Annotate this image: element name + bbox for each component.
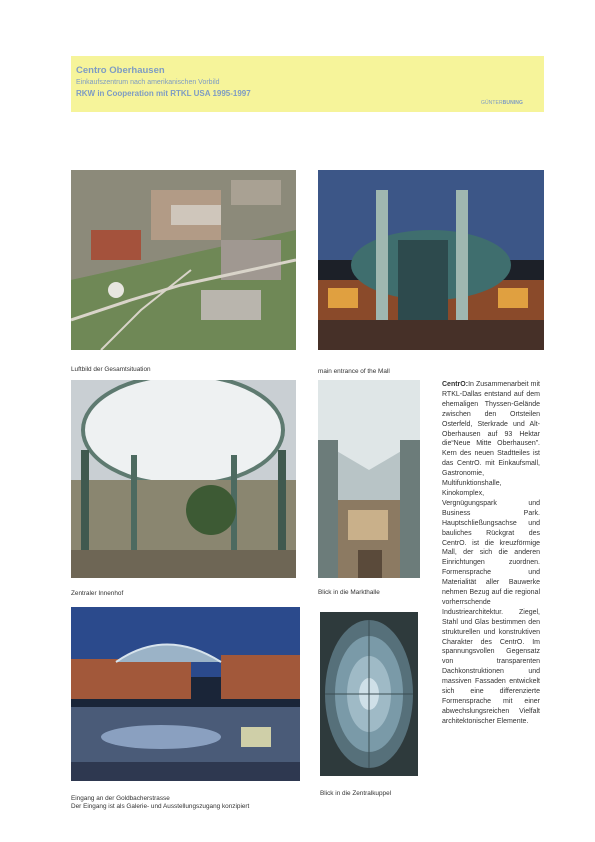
- logo-suffix: BUNING: [502, 100, 523, 106]
- caption-markthalle: Blick in die Markthalle: [318, 589, 380, 596]
- header-band: [71, 56, 544, 112]
- body-text: [442, 380, 540, 727]
- body-lead: CentrO:: [442, 381, 469, 388]
- caption-entrance: main entrance of the Mall: [318, 368, 390, 375]
- entrance-photo: [318, 170, 544, 350]
- caption-innenhof: Zentraler Innenhof: [71, 590, 124, 597]
- caption-aerial: Luftbild der Gesamtsituation: [71, 366, 151, 373]
- caption-goldbacher-title: Eingang an der Goldbacherstrasse: [71, 795, 170, 802]
- page-subtitle: Einkaufszentrum nach amerikanischen Vorbild: [76, 79, 220, 86]
- markthalle-photo: [318, 380, 420, 578]
- caption-kuppel: Blick in die Zentralkuppel: [320, 790, 392, 797]
- caption-goldbacher-note: Der Eingang ist als Galerie- und Ausstellungszugang konzipiert: [71, 803, 250, 810]
- goldbacher-photo: [71, 607, 300, 781]
- innenhof-photo: [71, 380, 296, 578]
- page-title: Centro Oberhausen: [76, 65, 165, 76]
- kuppel-photo: [320, 612, 418, 776]
- body-paragraph: In Zusammenarbeit mit RTKL-Dallas entstand auf dem ehemaligen Thyssen-Gelände zwischen den Ortsteilen Osterfeld, Sterkrade und Alt-Oberhausen auf 93 Hektar die“Neue Mitte Oberhausen”. Kern des neuen Stadtteiles ist das CentrO. mit Einkaufsmall, Gastronomie, Multifunktionshalle, Kinokomplex, Vergnügungspark und Business Park. Hauptschließungsachse und bauliches Rückgrat des CentrO. ist die kreuzförmige Mall, der sich die anderen Einrichtungen zuordnen. Formensprache und Materialität aller Bauwerke nehmen Bezug auf die regional vorherrschende Industriearchitektur. Ziegel, Stahl und Glas bestimmen den strukturellen und konstruktiven Charakter des CentrO. Im spannungsvollen Gegensatz von transparenten Dachkonstruktionen und massiven Fassaden entwickelt sich eine differenzierte Formensprache mit einer abwechslungsreichen Vielfalt architektonischer Elemente.: [442, 381, 540, 725]
- firm-logo: [481, 100, 523, 106]
- project-credit: RKW in Cooperation mit RTKL USA 1995-1997: [76, 89, 251, 98]
- logo-prefix: GÜNTER: [480, 100, 503, 106]
- aerial-photo: [71, 170, 296, 350]
